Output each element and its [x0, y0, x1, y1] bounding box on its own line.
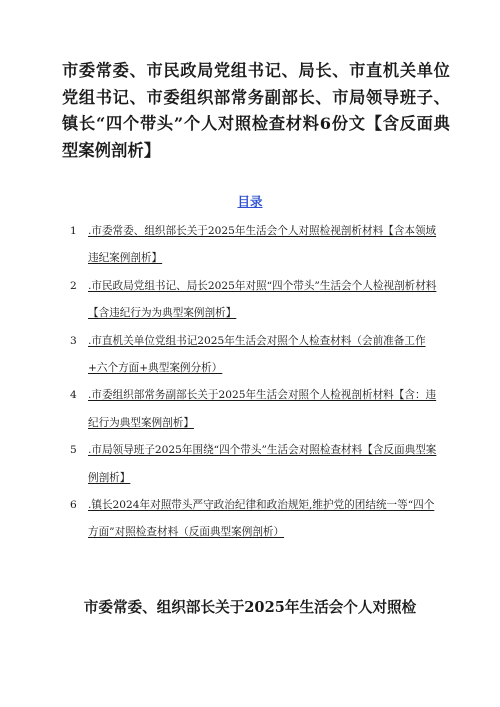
toc-item-link[interactable]: .市民政局党组书记、局长2025年对照“四个带头”生活会个人检视剖析材料【含违纪行为为典型案例剖析】	[88, 279, 437, 320]
toc-item-5[interactable]	[70, 437, 442, 492]
table-of-contents	[70, 218, 442, 547]
toc-item-3[interactable]	[70, 328, 442, 383]
toc-item-2[interactable]	[70, 273, 442, 328]
toc-item-link[interactable]: .市局领导班子2025年围绕“四个带头”生活会对照检查材料【含反面典型案例剖析】	[88, 444, 437, 484]
section-heading: 市委常委、组织部长关于2025年生活会个人对照检	[83, 599, 417, 616]
toc-item-1[interactable]	[70, 218, 442, 273]
toc-item-number: 5	[70, 444, 78, 457]
toc-item-number: 6	[70, 499, 78, 512]
toc-item-number: 2	[70, 279, 78, 292]
toc-heading[interactable]: 目录	[237, 194, 263, 209]
toc-item-link[interactable]: .市委常委、组织部长关于2025年生活会个人对照检视剖析材料【含本领域违纪案例剖析】	[88, 225, 437, 265]
toc-item-link[interactable]: .市直机关单位党组书记2025年生活会对照个人检查材料（会前准备工作+六个方面+典型案例分析）	[88, 334, 426, 375]
toc-item-4[interactable]	[70, 382, 442, 437]
toc-item-number: 3	[70, 334, 78, 347]
document-title: 市委常委、市民政局党组书记、局长、市直机关单位党组书记、市委组织部常务副部长、市局领导班子、镇长“四个带头”个人对照检查材料6份文【含反面典型案例剖析】	[62, 61, 450, 160]
toc-item-number: 1	[70, 225, 78, 237]
toc-item-link[interactable]: .镇长2024年对照带头严守政治纪律和政治规矩,维护党的团结统一等“四个方面”对照检查材料（反面典型案例剖析）	[88, 499, 435, 539]
toc-item-link[interactable]: .市委组织部常务副部长关于2025年生活会对照个人检视剖析材料【含：违纪行为典型案例剖析】	[88, 389, 437, 429]
toc-item-6[interactable]	[70, 492, 442, 547]
toc-item-number: 4	[70, 389, 78, 402]
